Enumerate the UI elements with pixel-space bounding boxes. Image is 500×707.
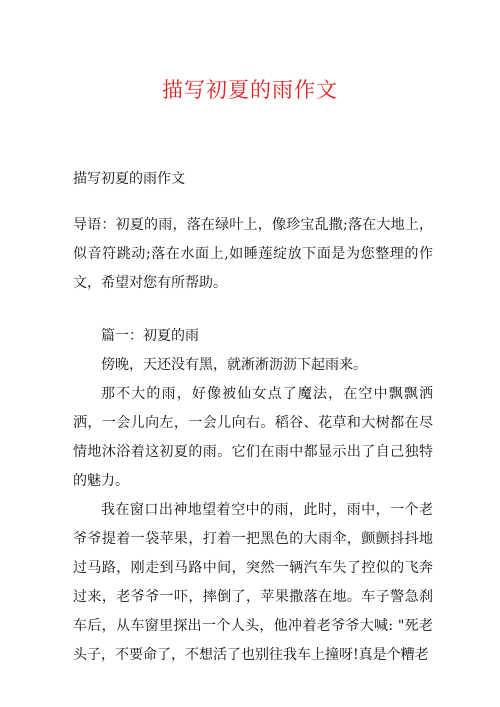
section-heading: 篇一：初夏的雨 — [101, 328, 199, 344]
paragraph: 傍晚，天还没有黑，就淅淅沥沥下起雨来。 — [101, 357, 367, 373]
document-title: 描写初夏的雨作文 — [162, 78, 338, 102]
intro-paragraph: 导语：初夏的雨，落在绿叶上，像珍宝乱撒;落在大地上，似音符跳动;落在水面上,如睡莲绽放下面是为您整理的作文，希望对您有所帮助。 — [73, 217, 433, 291]
section-body — [73, 322, 433, 670]
paragraph: 那不大的雨，好像被仙女点了魔法，在空中飘飘洒洒，一会儿向左，一会儿向右。稻谷、花草和大树都在尽情地沐浴着这初夏的雨。它们在雨中都显示出了自己独特的魅力。 — [73, 386, 433, 489]
document-subtitle: 描写初夏的雨作文 — [73, 171, 185, 187]
paragraph: 我在窗口出神地望着空中的雨，此时，雨中，一个老爷爷提着一袋苹果，打着一把黑色的大雨伞，颤颤抖抖地过马路，刚走到马路中间，突然一辆汽车失了控似的飞奔过来，老爷爷一吓，摔倒了，苹果撒落在地。车子警急刹车后，从车窗里探出一个人头，他冲着老爷爷大喊: "死老头子，不要命了，不想活了也别往我车上撞呀!真是个糟老 — [73, 502, 433, 663]
